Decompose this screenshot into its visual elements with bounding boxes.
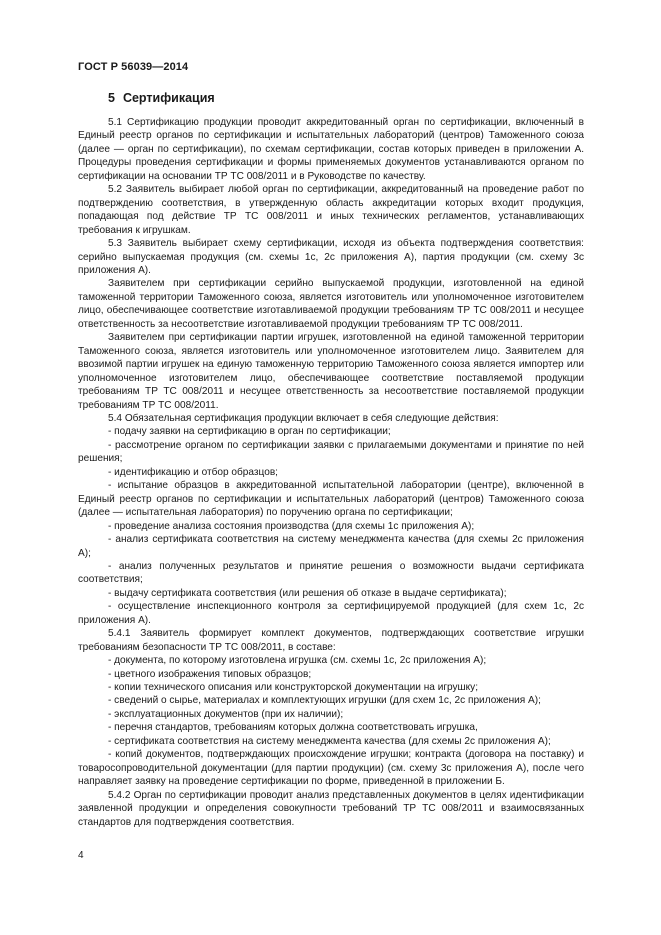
paragraph: Заявителем при сертификации серийно выпускаемой продукции, изготовленной на единой таможенной территории Таможенного союза, является изготовитель или уполномоченное изготовителем лицо, обеспечивающее соответствие изготавливаемой продукции требованиям ТР ТС 008/2011 и несущее ответственность за несоответствие изготавливаемой продукции требованиям ТР ТС 008/2011.: [78, 278, 584, 330]
list-item: - осуществление инспекционного контроля за сертифицируемой продукцией (для схем 1с, 2с приложения А).: [78, 601, 584, 626]
list-item: - перечня стандартов, требованиям которых должна соответствовать игрушка,: [108, 722, 478, 734]
section-title: Сертификация: [122, 91, 215, 105]
section-text: [78, 116, 584, 829]
list-item: - сведений о сырье, материалах и комплектующих игрушки (для схем 1с, 2с приложения А);: [108, 695, 541, 707]
paragraph: 5.4.1 Заявитель формирует комплект документов, подтверждающих соответствие игрушки требованиям безопасности ТР ТС 008/2011, в составе:: [78, 628, 584, 653]
page-number: 4: [78, 850, 84, 861]
list-item: - сертификата соответствия на систему менеджмента качества (для схемы 2с приложения А);: [108, 735, 551, 747]
list-item: - идентификацию и отбор образцов;: [108, 466, 278, 478]
list-item: - проведение анализа состояния производства (для схемы 1с приложения А);: [108, 520, 475, 532]
document-body: [78, 90, 584, 829]
section-heading: [108, 90, 584, 106]
list-item: - рассмотрение органом по сертификации заявки с прилагаемыми документами и принятие по ней решения;: [78, 439, 584, 465]
list-item: - выдачу сертификата соответствия (или решения об отказе в выдаче сертификата);: [108, 587, 507, 599]
paragraph: Заявителем при сертификации партии игрушек, изготовленной на единой таможенной территории Таможенного союза, является изготовитель или уполномоченное изготовителем лицо. Заявителем для ввозимой партии игрушек на единую таможенную территорию Таможенного союза является импортер или уполномоченное изготовителем лицо, обеспечивающее соответствие поставляемой продукции требованиям ТР ТС 008/2011 и несущее ответственность за несоответствие поставляемой продукции требованиям ТР ТС 008/2011.: [78, 332, 584, 411]
list-item: - документа, по которому изготовлена игрушка (см. схемы 1с, 2с приложения А);: [108, 655, 487, 667]
paragraph: 5.4.2 Орган по сертификации проводит анализ представленных документов в целях идентификации заявленной продукции и определения совокупности требований ТР ТС 008/2011 и взаимосвязанных стандартов для подтверждения соответствия.: [78, 789, 584, 828]
list-item: - испытание образцов в аккредитованной испытательной лаборатории (центре), включенной в Единый реестр органов по сертификации и испытательных лабораторий (центров) Таможенного союза (далее — испытательная лаборатория) по поручению органа по сертификации;: [78, 480, 584, 519]
list-item: - копии технического описания или конструкторской документации на игрушку;: [108, 682, 479, 694]
list-item: - анализ полученных результатов и принятие решения о возможности выдачи сертификата соответствия;: [78, 560, 584, 586]
paragraph: 5.4 Обязательная сертификация продукции включает в себя следующие действия:: [108, 412, 499, 424]
paragraph: 5.2 Заявитель выбирает любой орган по сертификации, аккредитованный на проведение работ по подтверждению соответствия, в утвержденную область аккредитации которых входит продукция, попадающая под действие ТР ТС 008/2011 и иных технических регламентов, устанавливающих требования к игрушкам.: [78, 184, 584, 236]
document-code-header: ГОСТ Р 56039—2014: [78, 61, 189, 73]
list-item: - эксплуатационных документов (при их наличии);: [108, 708, 344, 720]
section-number: 5: [108, 91, 115, 105]
list-item: - подачу заявки на сертификацию в орган по сертификации;: [108, 426, 391, 438]
paragraph: 5.1 Сертификацию продукции проводит аккредитованный орган по сертификации, включенный в Единый реестр органов по сертификации и испытательных лабораторий (центров) Таможенного союза (далее — орган по сертификации), по схемам сертификации, состав которых приведен в приложении А. Процедуры проведения сертификации и формы применяемых документов устанавливаются органом по сертификации на основании ТР ТС 008/2011 и в Руководстве по качеству.: [78, 117, 584, 182]
list-item: - анализ сертификата соответствия на систему менеджмента качества (для схемы 2с приложения А);: [78, 534, 584, 559]
list-item: - цветного изображения типовых образцов;: [108, 668, 312, 680]
paragraph: 5.3 Заявитель выбирает схему сертификации, исходя из объекта подтверждения соответствия: серийно выпускаемая продукция (см. схемы 1с, 2с приложения А), партия продукции (см. схему 3с приложения А).: [78, 238, 584, 276]
list-item: - копий документов, подтверждающих происхождение игрушки; контракта (договора на поставку) и товаросопроводительной документации (для партии продукции) (см. схему 3с приложения А), после чего направляет заявку на проведение сертификации по форме, приведенной в приложении Б.: [78, 749, 584, 788]
